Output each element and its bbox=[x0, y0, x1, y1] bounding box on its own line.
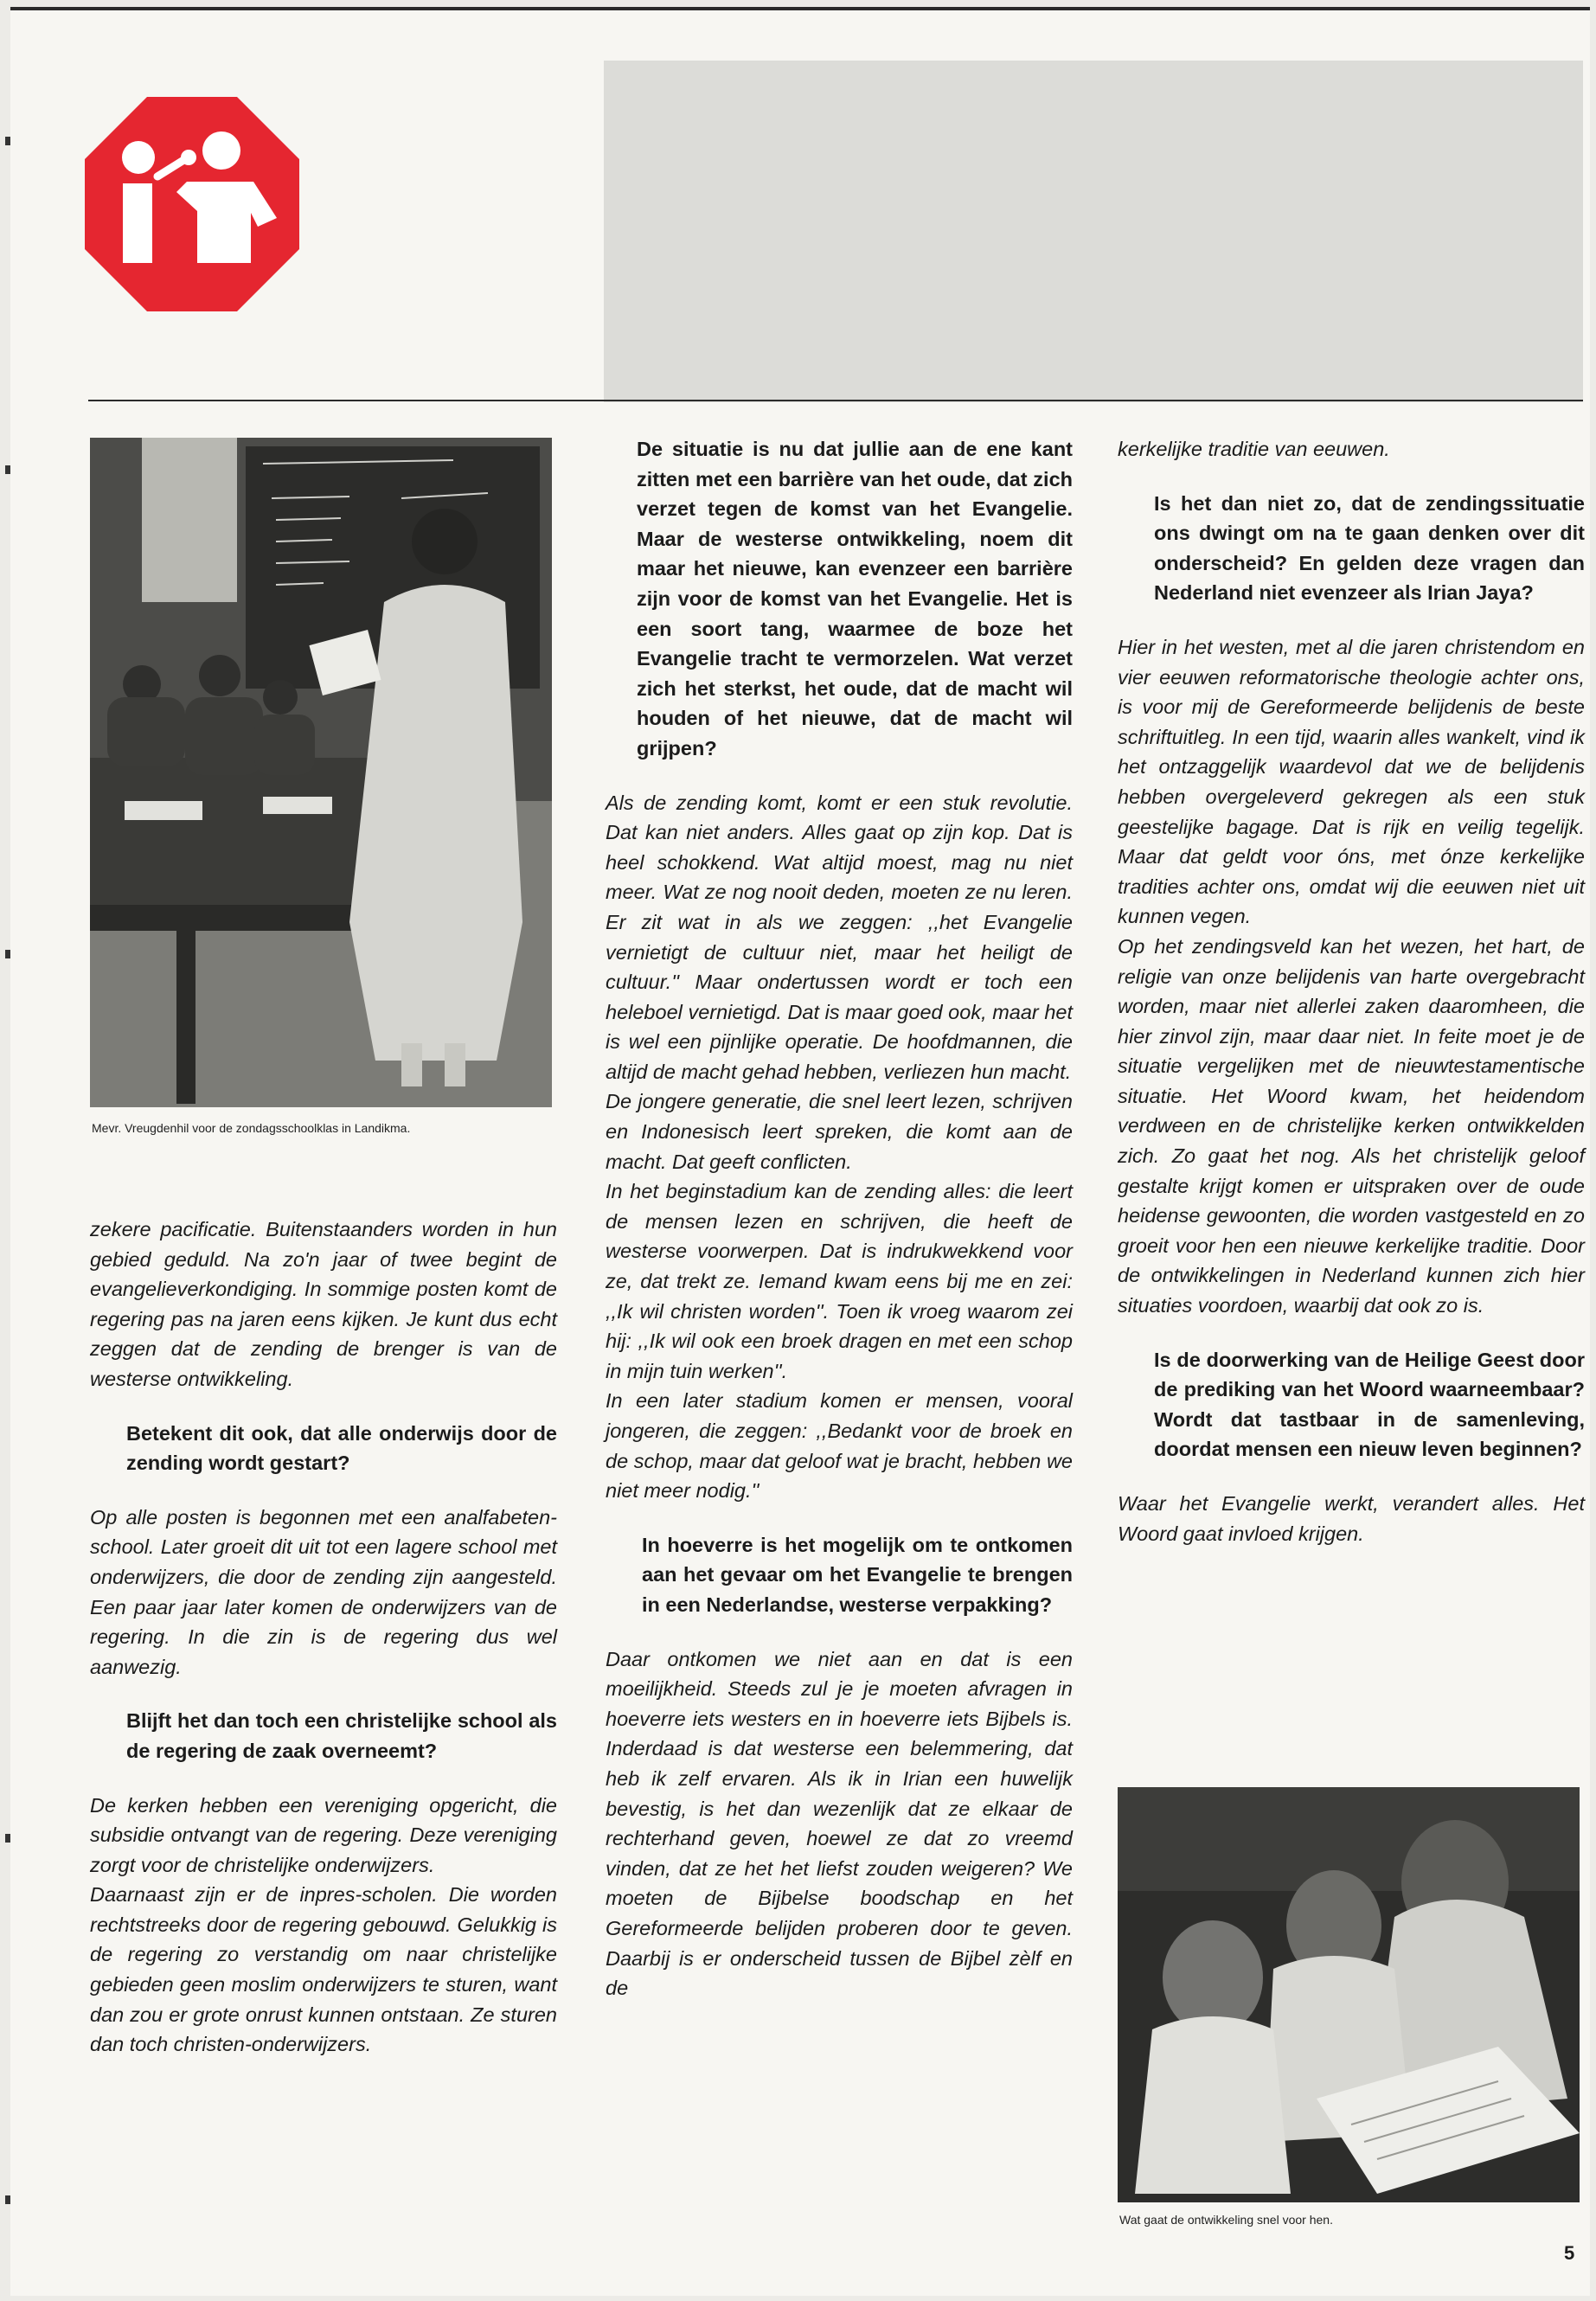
answer-paragraph: kerkelijke traditie van eeuwen. bbox=[1118, 438, 1390, 460]
interview-question: In hoeverre is het mogelijk om te ontkomen aan het gevaar om het Evangelie te brengen in een Nederlandse, westerse verpakking? bbox=[642, 1533, 1073, 1616]
margin-mark bbox=[5, 950, 10, 958]
children-reading-photo bbox=[1118, 1787, 1580, 2202]
answer-paragraph: Daarnaast zijn er de inpres-scholen. Die worden rechtstreeks door de regering gebouwd. Gelukkig is de regering zo verstandig om naar christelijke gebieden geen moslim onderwijzers te sturen, want dan zou er grote onrust kunnen ontstaan. Ze sturen dan toch christen-onderwijzers. bbox=[90, 1883, 557, 2056]
answer-paragraph: zekere pacificatie. Buitenstaanders worden in hun gebied geduld. Na zo'n jaar of twee begint de evangelieverkondiging. In sommige posten komt de regering pas na jaren eens kijken. Je kunt dus echt zeggen dat de zending de brenger is van de westerse ontwikkeling. bbox=[90, 1218, 557, 1390]
info-person-octagon-icon bbox=[85, 97, 299, 311]
header-divider bbox=[88, 400, 1583, 401]
answer-paragraph: Op alle posten is begonnen met een analfabeten-school. Later groeit dit uit tot een lagere school met onderwijzers, die door de zending zijn aangesteld. Een paar jaar later komen de onderwijzers van de regering. In die zin is de regering dus wel aanwezig. bbox=[90, 1505, 557, 1678]
article-column-2 bbox=[606, 434, 1073, 2003]
interview-question: Is de doorwerking van de Heilige Geest door de prediking van het Woord waarneembaar? Wordt dat tastbaar in de samenleving, doordat mensen een nieuw leven beginnen? bbox=[1154, 1348, 1585, 1461]
answer-paragraph: Waar het Evangelie werkt, verandert alles. Het Woord gaat invloed krijgen. bbox=[1118, 1492, 1585, 1545]
margin-mark bbox=[5, 137, 10, 145]
classroom-photo bbox=[90, 438, 552, 1107]
answer-paragraph: De jongere generatie, die snel leert lezen, schrijven en Indonesisch leert spreken, die komt aan de macht. Dat geeft conflicten. bbox=[606, 1090, 1073, 1173]
margin-mark bbox=[5, 2195, 10, 2204]
answer-paragraph: Hier in het westen, met al die jaren christendom en vier eeuwen reformatorische theologie achter ons, is voor mij de Gereformeerde belijdenis de beste schriftuitleg. In een tijd, waarin alles wankelt, vind ik het ontzaggelijk waardevol dat we de belijdenis hebben overgeleverd gekregen als een stuk geestelijke bagage. Dat is rijk en veilig tegelijk. Maar dat geldt voor óns, met ónze kerkelijke tradities achter ons, omdat wij die eeuwen niet uit kunnen vegen. bbox=[1118, 635, 1585, 928]
page-number: 5 bbox=[1564, 2242, 1575, 2264]
answer-paragraph: De kerken hebben een vereniging opgericht, die subsidie ontvangt van de regering. Deze vereniging zorgt voor de christelijke onderwijzers. bbox=[90, 1793, 557, 1876]
interview-question: De situatie is nu dat jullie aan de ene kant zitten met een barrière van het oude, dat zich verzet tegen de komst van het Evangelie. Maar de westerse ontwikkeling, noem dit maar het nieuwe, kan evenzeer een barrière zijn voor de komst van het Evangelie. Het is een soort tang, waarmee de boze het Evangelie tracht te vermorzelen. Wat verzet zich het sterkst, het oude, dat de macht wil houden of het nieuwe, dat de macht wil grijpen? bbox=[637, 438, 1073, 760]
interview-question: Betekent dit ook, dat alle onderwijs door de zending wordt gestart? bbox=[126, 1421, 557, 1475]
answer-paragraph: In het beginstadium kan de zending alles: die leert de mensen lezen en schrijven, die heeft de westerse voorwerpen. Dat is indrukwekkend voor ze, dat trekt ze. Iemand kwam eens bij me en zei: ,,Ik wil christen worden''. Toen ik vroeg waarom zei hij: ,,Ik wil ook een broek dragen en met een schop in mijn tuin werken''. bbox=[606, 1180, 1073, 1382]
top-rule bbox=[10, 7, 1590, 10]
answer-paragraph: Als de zending komt, komt er een stuk revolutie. Dat kan niet anders. Alles gaat op zijn kop. Dat is heel schokkend. Wat altijd moest, mag nu niet meer. Wat ze nog nooit deden, moeten ze nu leren. Er zit wat in als we zeggen: ,,het Evangelie vernietigt de cultuur niet, maar het heiligt de cultuur.'' Maar ondertussen wordt er toch een heleboel vernietigd. Dat is maar goed ook, maar het is wel een pijnlijke operatie. De hoofdmannen, die altijd de macht gehad hebben, verliezen hun macht. bbox=[606, 791, 1073, 1083]
header-image-area bbox=[604, 61, 1583, 402]
answer-paragraph: In een later stadium komen er mensen, vooral jongeren, die zeggen: ,,Bedankt voor de broek en de schop, maar dat geloof wat je bracht, hebben we niet meer nodig.'' bbox=[606, 1389, 1073, 1503]
answer-paragraph: Daar ontkomen we niet aan en dat is een moeilijkheid. Steeds zul je je moeten afvragen in hoeverre iets westers en in hoeverre iets Bijbels is. Inderdaad is dat westerse een belemmering, dat heb ik zelf ervaren. Als ik in Irian een huwelijk bevestig, is het dan wezenlijk dat ze elkaar de rechterhand geven, hoewel ze dat zo vreemd vinden, dat ze het het liefst zouden weigeren? We moeten de Bijbelse boodschap en het Gereformeerde belijden proberen door te geven. Daarbij is er onderscheid tussen de Bijbel zèlf en de bbox=[606, 1647, 1073, 2000]
answer-paragraph: Op het zendingsveld kan het wezen, het hart, de religie van onze belijdenis van harte overgebracht worden, maar niet allerlei zaken daaromheen, die hier zinvol zijn, maar daar niet. In feite moet je de situatie vergelijken met de nieuwtestamentische situatie. Het Woord kwam, het heidendom verdween en de christelijke kerken ontwikkelden zich. Zo gaat het nog. Als het christelijk geloof gestalte krijgt komen er uitspraken over de oude heidense gewoonten, die worden vastgesteld en zo groeit voor hen een nieuwe kerkelijke traditie. Door de ontwikkelingen in Nederland kunnen zich hier situaties voordoen, waarbij dat ook zo is. bbox=[1118, 934, 1585, 1317]
interview-question: Is het dan niet zo, dat de zendingssituatie ons dwingt om na te gaan denken over dit onderscheid? En gelden deze vragen dan Nederland niet evenzeer als Irian Jaya? bbox=[1154, 491, 1585, 605]
margin-mark bbox=[5, 465, 10, 474]
classroom-photo-caption: Mevr. Vreugdenhil voor de zondagsschoolklas in Landikma. bbox=[92, 1121, 411, 1135]
margin-mark bbox=[5, 1834, 10, 1843]
article-column-3 bbox=[1118, 434, 1585, 1548]
children-photo-caption: Wat gaat de ontwikkeling snel voor hen. bbox=[1119, 2213, 1333, 2227]
article-column-1 bbox=[90, 1215, 557, 2060]
interview-question: Blijft het dan toch een christelijke school als de regering de zaak overneemt? bbox=[126, 1709, 557, 1762]
